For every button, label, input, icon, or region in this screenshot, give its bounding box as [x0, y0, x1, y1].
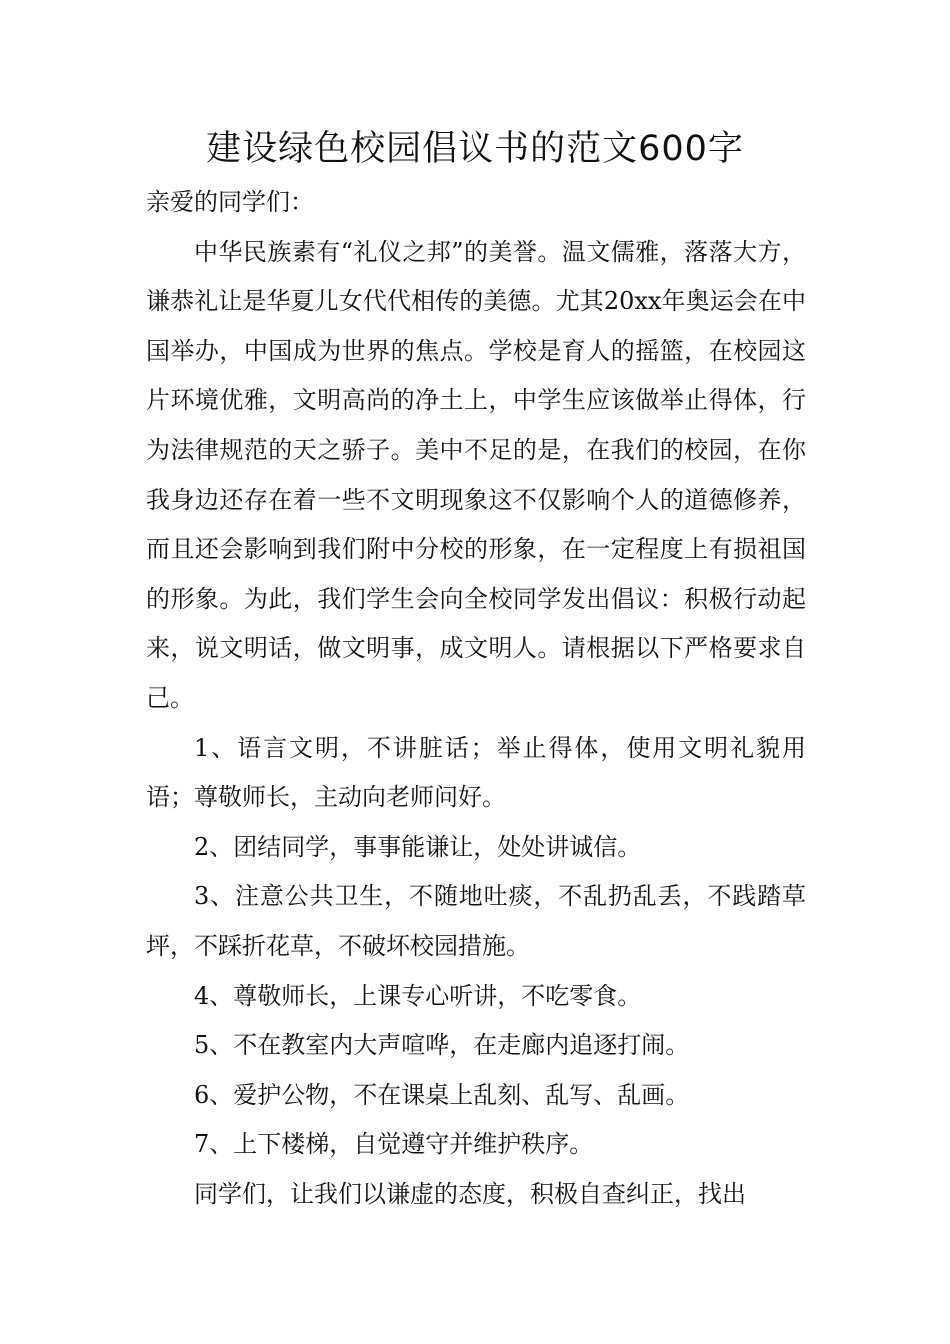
list-item-1: 1、语言文明，不讲脏话；举止得体，使用文明礼貌用语；尊敬师长，主动向老师问好。: [146, 733, 806, 812]
closing-paragraph: 同学们，让我们以谦虚的态度，积极自查纠正，找出: [194, 1179, 746, 1208]
list-item-6: 6、爱护公物，不在课桌上乱刻、乱写、乱画。: [194, 1080, 690, 1109]
document-title: 建设绿色校园倡议书的范文600字: [206, 129, 744, 169]
intro-paragraph: 中华民族素有“礼仪之邦”的美誉。温文儒雅，落落大方，谦恭礼让是华夏儿女代代相传的美德。尤其20xx年奥运会在中国举办，中国成为世界的焦点。学校是育人的摇篮，在校园这片环境优雅，文明高尚的净土上，中学生应该做举止得体，行为法律规范的天之骄子。美中不足的是，在我们的校园，在你我身边还存在着一些不文明现象这不仅影响个人的道德修养，而且还会影响到我们附中分校的形象，在一定程度上有损祖国的形象。为此，我们学生会向全校同学发出倡议：积极行动起来，说文明话，做文明事，成文明人。请根据以下严格要求自己。: [146, 237, 806, 712]
list-item-2: 2、团结同学，事事能谦让，处处讲诚信。: [194, 832, 642, 861]
list-item-3: 3、注意公共卫生，不随地吐痰，不乱扔乱丢，不践踏草坪，不踩折花草，不破坏校园措施。: [146, 882, 806, 960]
list-item-4: 4、尊敬师长，上课专心听讲，不吃零食。: [194, 981, 642, 1010]
document-body: [146, 178, 806, 1219]
list-item-7: 7、上下楼梯，自觉遵守并维护秩序。: [194, 1130, 594, 1159]
list-item-5: 5、不在教室内大声喧哗，在走廊内追逐打闹。: [194, 1031, 690, 1060]
salutation: 亲爱的同学们：: [146, 188, 314, 216]
